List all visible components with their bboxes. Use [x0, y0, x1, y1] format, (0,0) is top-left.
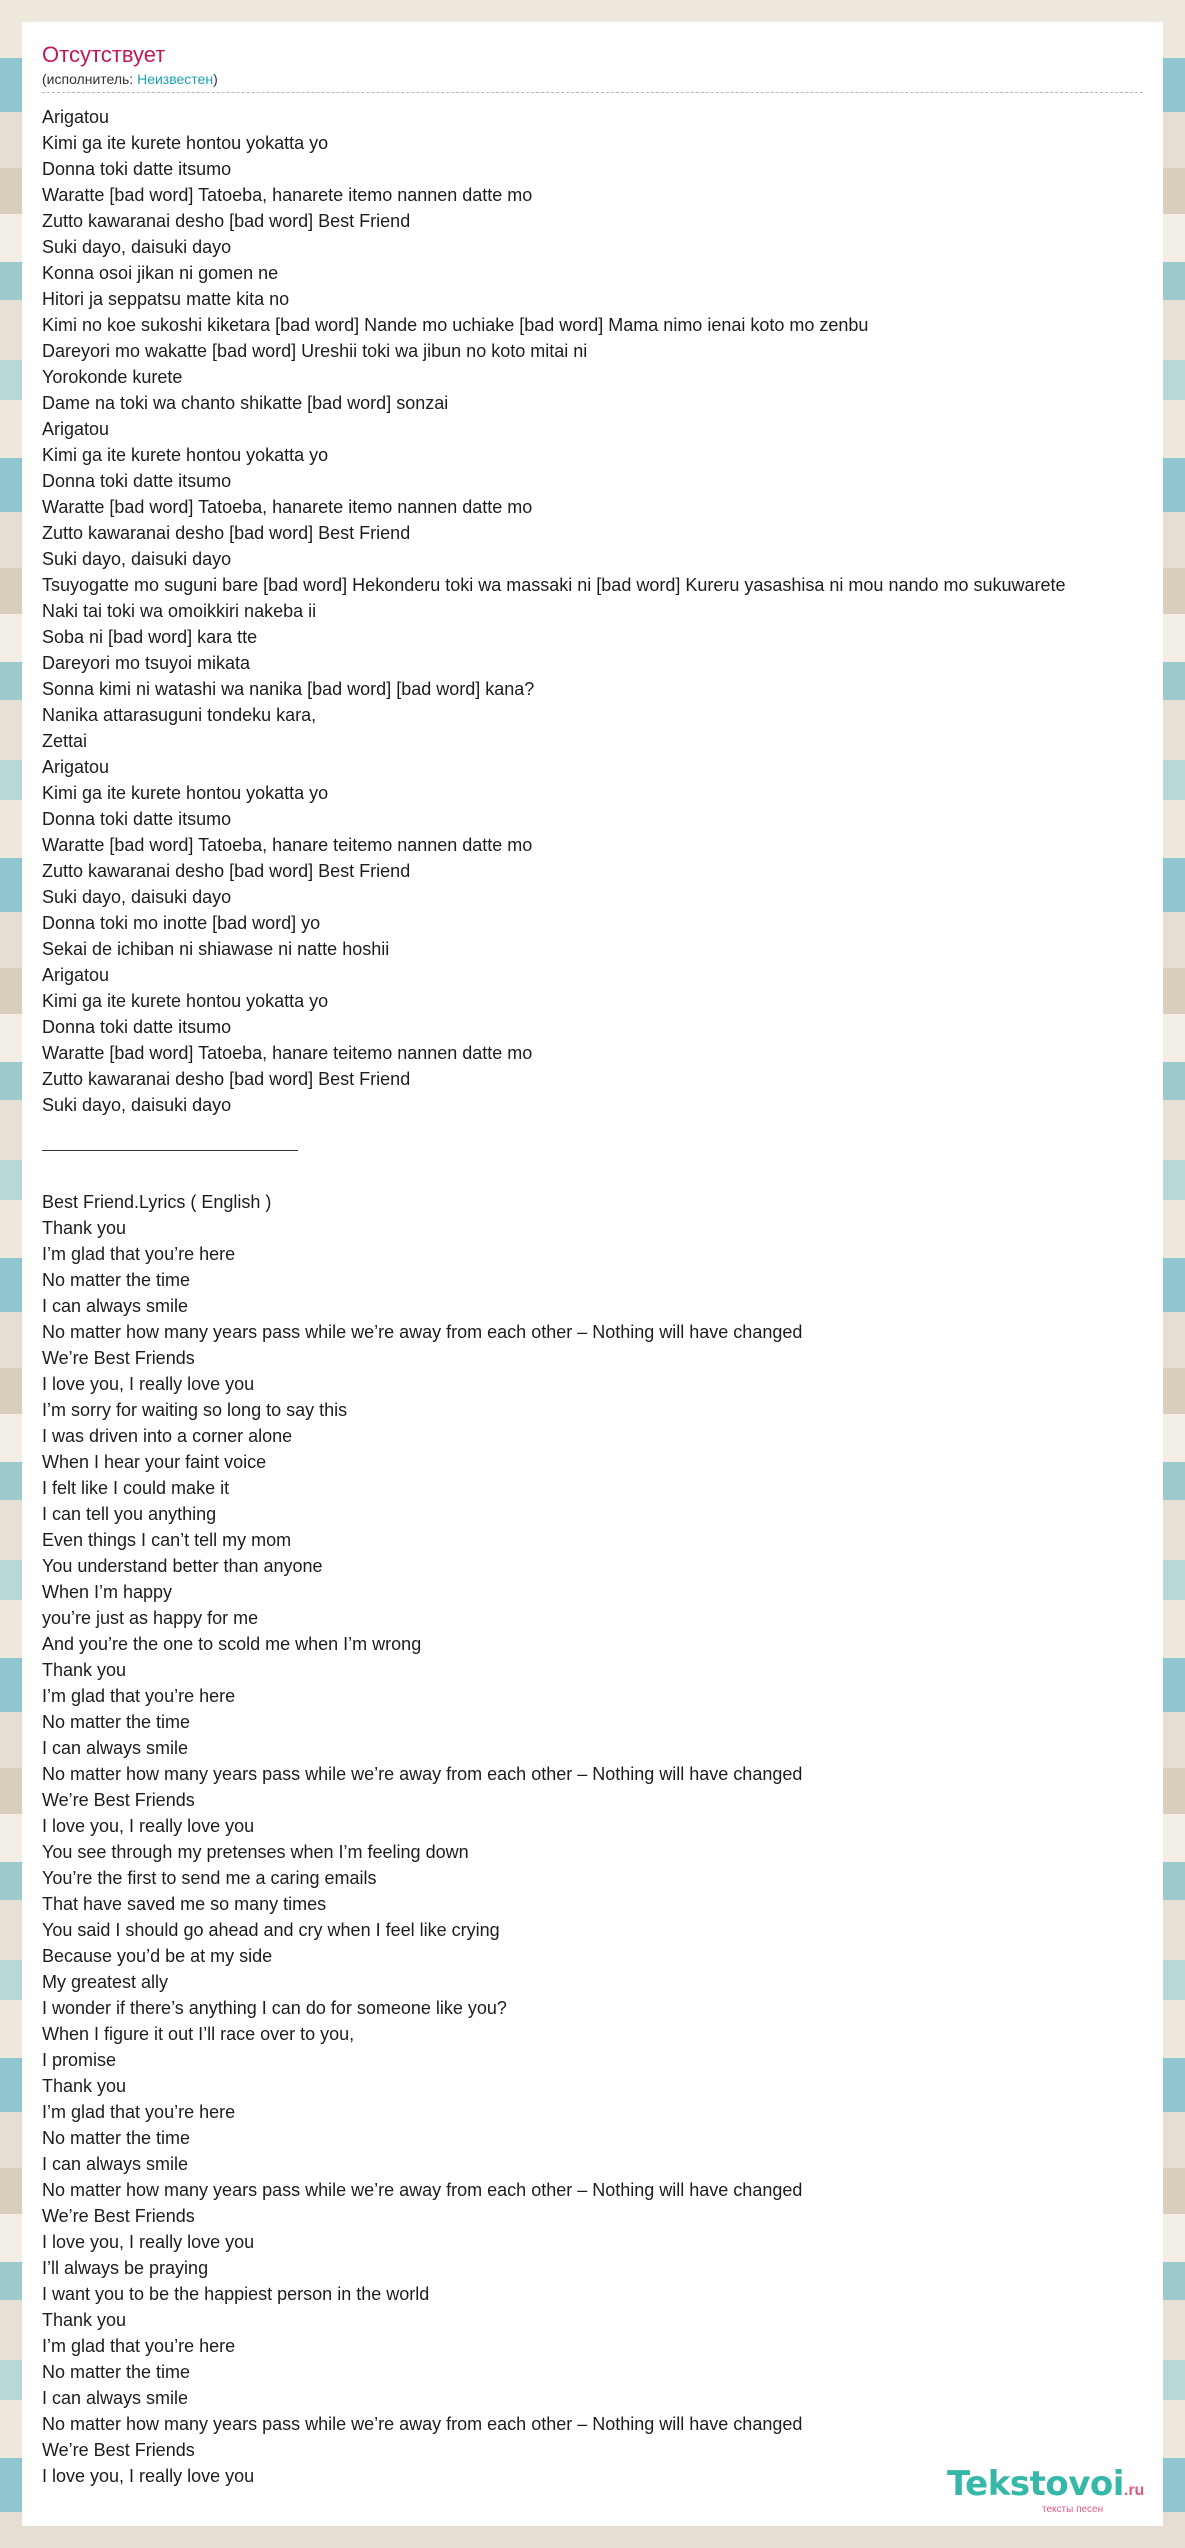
lyric-line: Yorokonde kurete [42, 367, 183, 387]
lyric-line: Zutto kawaranai desho [bad word] Best Friend [42, 211, 411, 231]
lyric-line: I’ll always be praying [42, 2258, 209, 2278]
lyric-line: Arigatou [42, 757, 110, 777]
lyric-line: I felt like I could make it [42, 1478, 230, 1498]
lyric-line: We’re Best Friends [42, 2440, 195, 2460]
lyric-line: No matter how many years pass while we’re away from each other – Nothing will have changed [42, 2180, 803, 2200]
lyric-line: No matter how many years pass while we’re away from each other – Nothing will have changed [42, 1322, 803, 1342]
lyric-line: I can tell you anything [42, 1504, 217, 1524]
lyric-line: I was driven into a corner alone [42, 1426, 293, 1446]
song-header [42, 42, 1143, 93]
lyric-line: Dame na toki wa chanto shikatte [bad word] sonzai [42, 393, 449, 413]
lyric-line: I want you to be the happiest person in the world [42, 2284, 430, 2304]
lyric-line: Kimi no koe sukoshi kiketara [bad word] Nande mo uchiake [bad word] Mama nimo ienai koto mo zenbu [42, 315, 869, 335]
lyric-line: you’re just as happy for me [42, 1608, 259, 1628]
lyric-line: No matter the time [42, 1712, 191, 1732]
lyric-line: We’re Best Friends [42, 1790, 195, 1810]
lyric-line: Suki dayo, daisuki dayo [42, 887, 232, 907]
lyric-line: Suki dayo, daisuki dayo [42, 549, 232, 569]
artist-link[interactable]: Неизвестен [137, 71, 214, 87]
lyric-line: Zutto kawaranai desho [bad word] Best Friend [42, 1069, 411, 1089]
lyric-line: My greatest ally [42, 1972, 169, 1992]
lyric-line: You see through my pretenses when I’m feeling down [42, 1842, 469, 1862]
lyric-line: When I figure it out I’ll race over to you, [42, 2024, 355, 2044]
lyrics-gap [42, 1118, 1163, 1144]
lyric-line: I can always smile [42, 1296, 189, 1316]
lyric-line: I love you, I really love you [42, 2466, 255, 2486]
lyric-line: Donna toki mo inotte [bad word] yo [42, 913, 321, 933]
lyric-line: I’m sorry for waiting so long to say this [42, 1400, 348, 1420]
lyric-line: We’re Best Friends [42, 1348, 195, 1368]
lyric-line: Donna toki datte itsumo [42, 471, 232, 491]
lyric-line: Best Friend.Lyrics ( English ) [42, 1192, 272, 1212]
lyric-line: I’m glad that you’re here [42, 2102, 236, 2122]
lyric-line: Kimi ga ite kurete hontou yokatta yo [42, 133, 329, 153]
lyric-line: You’re the first to send me a caring emails [42, 1868, 377, 1888]
lyric-line: I can always smile [42, 2388, 189, 2408]
lyric-line: I wonder if there’s anything I can do for someone like you? [42, 1998, 507, 2018]
lyric-line: Kimi ga ite kurete hontou yokatta yo [42, 445, 329, 465]
lyric-line: I love you, I really love you [42, 1816, 255, 1836]
artist-prefix: (исполнитель: [42, 71, 138, 87]
lyric-line: No matter the time [42, 1270, 191, 1290]
artist-suffix: ) [213, 71, 218, 87]
lyric-line: Soba ni [bad word] kara tte [42, 627, 258, 647]
artist-line [42, 70, 1143, 88]
lyric-line: Thank you [42, 1660, 127, 1680]
lyric-line: Hitori ja seppatsu matte kita no [42, 289, 290, 309]
lyric-line: Thank you [42, 1218, 127, 1238]
lyric-line: When I hear your faint voice [42, 1452, 267, 1472]
lyric-line: You said I should go ahead and cry when I feel like crying [42, 1920, 500, 1940]
lyric-line: Naki tai toki wa omoikkiri nakeba ii [42, 601, 317, 621]
lyric-line: I’m glad that you’re here [42, 2336, 236, 2356]
lyric-line: We’re Best Friends [42, 2206, 195, 2226]
lyric-line: No matter how many years pass while we’re away from each other – Nothing will have changed [42, 1764, 803, 1784]
lyric-line: Zutto kawaranai desho [bad word] Best Friend [42, 523, 411, 543]
lyrics-original [42, 104, 1163, 1118]
lyric-line: When I’m happy [42, 1582, 173, 1602]
lyrics-text [42, 104, 1163, 2489]
lyric-line: Even things I can’t tell my mom [42, 1530, 292, 1550]
song-title: Отсутствует [42, 42, 166, 67]
lyrics-separator [42, 1150, 298, 1151]
lyric-line: Waratte [bad word] Tatoeba, hanarete itemo nannen datte mo [42, 185, 533, 205]
lyric-line: I can always smile [42, 1738, 189, 1758]
lyric-line: Waratte [bad word] Tatoeba, hanare teitemo nannen datte mo [42, 1043, 533, 1063]
lyric-line: I’m glad that you’re here [42, 1244, 236, 1264]
lyric-line: I love you, I really love you [42, 2232, 255, 2252]
lyric-line: Dareyori mo wakatte [bad word] Ureshii toki wa jibun no koto mitai ni [42, 341, 588, 361]
lyric-line: Thank you [42, 2076, 127, 2096]
lyric-line: I love you, I really love you [42, 1374, 255, 1394]
lyric-line: Arigatou [42, 965, 110, 985]
lyric-line: Waratte [bad word] Tatoeba, hanare teitemo nannen datte mo [42, 835, 533, 855]
lyrics-english [42, 1189, 1163, 2489]
lyric-line: Kimi ga ite kurete hontou yokatta yo [42, 991, 329, 1011]
lyric-line: That have saved me so many times [42, 1894, 327, 1914]
logo-subtitle: тексты песен [1042, 2504, 1104, 2515]
lyric-line: Zettai [42, 731, 88, 751]
lyric-line: Nanika attarasuguni tondeku kara, [42, 705, 317, 725]
lyric-line: Arigatou [42, 107, 110, 127]
lyric-line: Sonna kimi ni watashi wa nanika [bad word] [bad word] kana? [42, 679, 535, 699]
lyric-line: I promise [42, 2050, 117, 2070]
lyric-line: Suki dayo, daisuki dayo [42, 237, 232, 257]
lyric-line: I’m glad that you’re here [42, 1686, 236, 1706]
lyric-line: Arigatou [42, 419, 110, 439]
lyric-line: Kimi ga ite kurete hontou yokatta yo [42, 783, 329, 803]
site-logo[interactable] [947, 2464, 1157, 2515]
lyric-line: Sekai de ichiban ni shiawase ni natte hoshii [42, 939, 390, 959]
lyric-line: I can always smile [42, 2154, 189, 2174]
lyric-line: You understand better than anyone [42, 1556, 323, 1576]
lyric-line: No matter how many years pass while we’re away from each other – Nothing will have changed [42, 2414, 803, 2434]
lyric-line: Donna toki datte itsumo [42, 809, 232, 829]
lyric-line: No matter the time [42, 2362, 191, 2382]
lyric-line: Dareyori mo tsuyoi mikata [42, 653, 251, 673]
lyric-line: No matter the time [42, 2128, 191, 2148]
logo-tld: .ru [1123, 2482, 1145, 2499]
lyric-line: Donna toki datte itsumo [42, 1017, 232, 1037]
header-divider [42, 92, 1143, 93]
lyric-line: And you’re the one to scold me when I’m wrong [42, 1634, 422, 1654]
lyrics-page [22, 22, 1163, 2526]
lyric-line: Waratte [bad word] Tatoeba, hanarete itemo nannen datte mo [42, 497, 533, 517]
lyric-line: Thank you [42, 2310, 127, 2330]
lyric-line: Suki dayo, daisuki dayo [42, 1095, 232, 1115]
lyric-line: Tsuyogatte mo suguni bare [bad word] Hekonderu toki wa massaki ni [bad word] Kureru yasashisa ni mou nando mo sukuwarete [42, 575, 1066, 595]
lyric-line: Zutto kawaranai desho [bad word] Best Friend [42, 861, 411, 881]
logo-text: Tekstovoi [947, 2464, 1124, 2504]
lyric-line: Konna osoi jikan ni gomen ne [42, 263, 279, 283]
lyric-line: Donna toki datte itsumo [42, 159, 232, 179]
lyric-line: Because you’d be at my side [42, 1946, 273, 1966]
